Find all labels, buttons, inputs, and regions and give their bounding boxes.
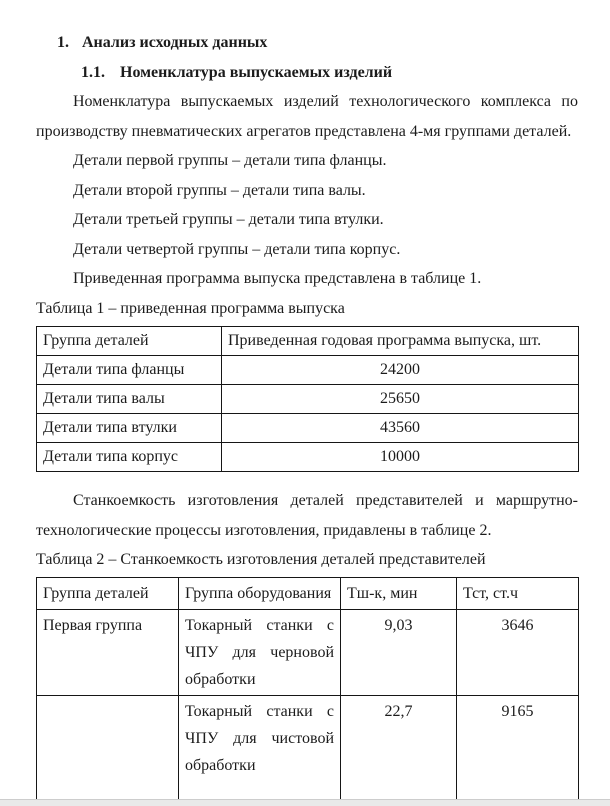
header-cell-equipment: Группа оборудования	[179, 577, 341, 609]
cell-group: Детали типа втулки	[37, 414, 222, 443]
header-cell-program: Приведенная годовая программа выпуска, шт.	[222, 327, 579, 356]
table-header-row	[37, 327, 579, 356]
subsection-title: Номенклатура выпускаемых изделий	[120, 63, 393, 81]
group-line: Детали первой группы – детали типа фланцы.	[73, 152, 387, 169]
group-line: Детали третьей группы – детали типа втулки.	[73, 211, 384, 228]
intro-paragraph: Номенклатура выпускаемых изделий технологического комплекса по производству пневматических агрегатов представлена 4-мя группами деталей.	[36, 93, 578, 140]
cell-tst: 9165	[457, 695, 579, 806]
header-cell-group: Группа деталей	[37, 327, 222, 356]
cell-program: 25650	[222, 385, 579, 414]
cell-tst: 3646	[457, 609, 579, 695]
table1-caption: Таблица 1 – приведенная программа выпуска	[36, 299, 345, 317]
page-content	[36, 28, 578, 806]
table-row	[37, 609, 579, 695]
page-bottom-edge	[0, 799, 610, 806]
subsection-number: 1.1.	[81, 63, 105, 81]
cell-tshk: 22,7	[341, 695, 457, 806]
cell-group: Детали типа валы	[37, 385, 222, 414]
table-row	[37, 414, 579, 443]
cell-group: Детали типа корпус	[37, 443, 222, 472]
header-cell-tshk: Тш-к, мин	[341, 577, 457, 609]
table-row	[37, 443, 579, 472]
group-line: Детали четвертой группы – детали типа корпус.	[73, 240, 401, 258]
section-number: 1.	[57, 34, 69, 51]
stanko-paragraph: Станкоемкость изготовления деталей представителей и маршрутно-технологические процессы изготовления, придавлены в таблице 2.	[36, 492, 578, 539]
group-line: Детали второй группы – детали типа валы.	[73, 181, 366, 199]
section-heading	[36, 28, 578, 58]
cell-equipment: Токарный станки с ЧПУ для чистовой обработки	[179, 695, 341, 806]
group-line: Приведенная программа выпуска представлена в таблице 1.	[73, 270, 482, 287]
cell-program: 24200	[222, 356, 579, 385]
cell-group: Детали типа фланцы	[37, 356, 222, 385]
table-row	[37, 385, 579, 414]
table-production-program	[36, 326, 579, 472]
table-row	[37, 695, 579, 806]
header-cell-group: Группа деталей	[37, 577, 179, 609]
cell-equipment: Токарный станки с ЧПУ для черновой обработки	[179, 609, 341, 695]
cell-tshk: 9,03	[341, 609, 457, 695]
cell-program: 43560	[222, 414, 579, 443]
cell-group: Первая группа	[37, 609, 179, 695]
section-title: Анализ исходных данных	[82, 34, 268, 51]
table-row	[37, 356, 579, 385]
subsection-heading	[36, 58, 578, 88]
cell-program: 10000	[222, 443, 579, 472]
table2-caption: Таблица 2 – Станкоемкость изготовления деталей представителей	[36, 551, 486, 568]
cell-group	[37, 695, 179, 806]
header-cell-tst: Тст, ст.ч	[457, 577, 579, 609]
table-machine-time	[36, 577, 579, 806]
table-header-row	[37, 577, 579, 609]
